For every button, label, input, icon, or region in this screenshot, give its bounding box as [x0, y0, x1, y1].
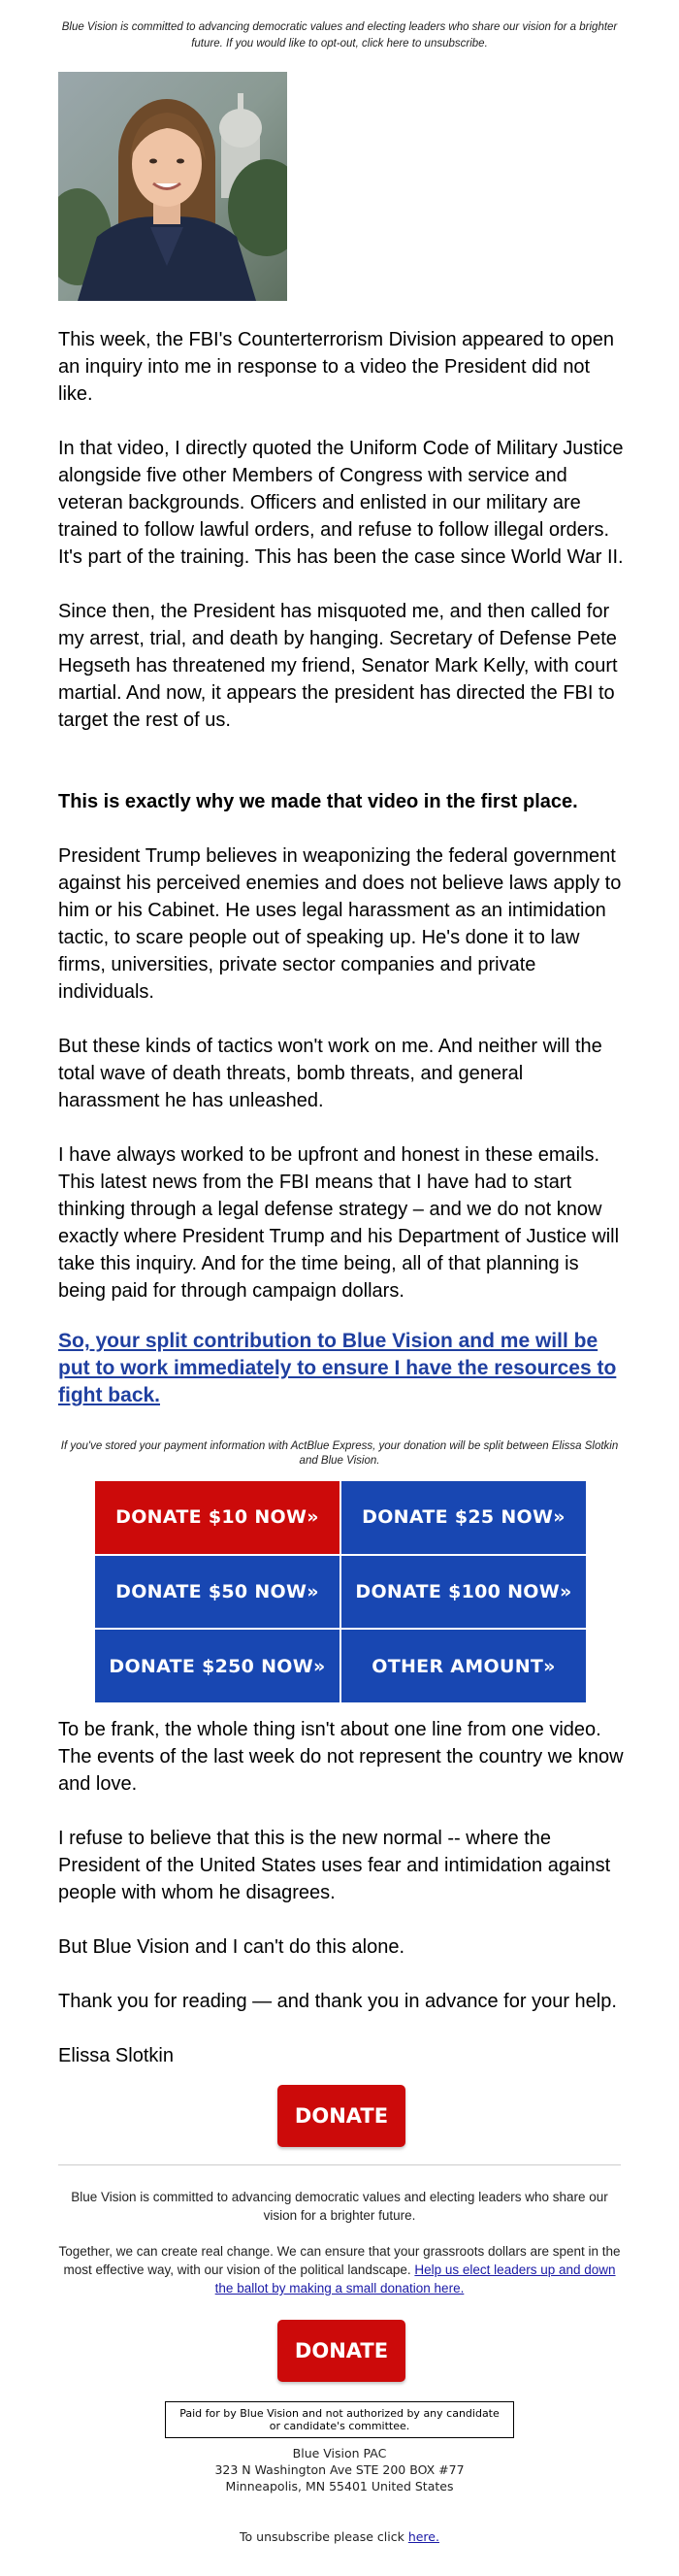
closing-paragraph-4: Thank you for reading — and thank you in advance for your help. — [58, 1991, 617, 2012]
footer-change-text — [58, 2242, 621, 2297]
paragraph-5: But these kinds of tactics won't work on me. And neither will the total wave of death threats, bomb threats, and general harassment he has unleashed. — [58, 1036, 602, 1111]
donate-button-main[interactable]: DONATE — [277, 2085, 405, 2147]
closing-paragraph-2: I refuse to believe that this is the new normal -- where the President of the United States uses fear and intimidation against people with whom he disagrees. — [58, 1828, 611, 1903]
unsubscribe-link[interactable]: here. — [407, 2529, 439, 2544]
footer-donate-link[interactable]: Help us elect leaders up and down the ballot by making a small donation here. — [214, 2262, 616, 2295]
donate-button-footer[interactable]: DONATE — [277, 2320, 405, 2382]
address-line-2: Minneapolis, MN 55401 United States — [225, 2479, 454, 2493]
footer-change-copy: Together, we can create real change. We can ensure that your grassroots dollars are spent in the most effective way, with our vision of the political landscape. — [58, 2244, 621, 2277]
unsubscribe-text: To unsubscribe please click — [240, 2529, 408, 2544]
closing-paragraph-1: To be frank, the whole thing isn't about one line from one video. The events of the last week do not represent the country we know and love. — [58, 1719, 624, 1795]
paragraph-3: Since then, the President has misquoted me, and then called for my arrest, trial, and death by hanging. Secretary of Defense Pete Hegseth has threatened my friend, Senator Mark Kelly, with court martial. And now, it appears the president has directed the FBI to target the rest of us. — [58, 601, 618, 731]
other-amount-button[interactable]: OTHER AMOUNT» — [341, 1630, 586, 1702]
mailing-address — [58, 2445, 621, 2494]
paid-for-disclaimer: Paid for by Blue Vision and not authorized by any candidate or candidate's committee. — [165, 2401, 514, 2438]
donate-10-button[interactable]: DONATE $10 NOW» — [95, 1481, 340, 1554]
paragraph-4: President Trump believes in weaponizing the federal government against his perceived enemies and does not believe laws apply to him or his Cabinet. He uses legal harassment as an intimidation tactic, to scare people out of speaking up. He's done it to law firms, universities, private sector companies and private individuals. — [58, 845, 622, 1003]
donate-button-grid — [95, 1481, 586, 1702]
paragraph-2: In that video, I directly quoted the Uniform Code of Military Justice alongside five other Members of Congress with service and veteran backgrounds. Officers and enlisted in our military are trained to follow lawful orders, and refuse to follow illegal orders. It's part of the training. This has been the case since World War II. — [58, 438, 624, 568]
signature-name: Elissa Slotkin — [58, 2045, 174, 2066]
paragraph-6: I have always worked to be upfront and honest in these emails. This latest news from the FBI means that I have had to start thinking through a legal defense strategy – and we do not know exactly where President Trump and his Department of Justice will take this inquiry. And for the time being, all of that planning is being paid for through campaign dollars. — [58, 1144, 620, 1302]
actblue-split-note: If you've stored your payment information with ActBlue Express, your donation will be split between Elissa Slotkin and Blue Vision. — [60, 1440, 619, 1467]
donate-50-button[interactable]: DONATE $50 NOW» — [95, 1556, 340, 1629]
org-name: Blue Vision PAC — [292, 2446, 387, 2460]
donate-100-button[interactable]: DONATE $100 NOW» — [341, 1556, 586, 1629]
unsubscribe-line — [58, 2529, 621, 2544]
paragraph-bold: This is exactly why we made that video in the first place. — [58, 791, 578, 812]
address-line-1: 323 N Washington Ave STE 200 BOX #77 — [214, 2462, 465, 2477]
donate-25-button[interactable]: DONATE $25 NOW» — [341, 1481, 586, 1554]
donate-250-button[interactable]: DONATE $250 NOW» — [95, 1630, 340, 1702]
footer-mission: Blue Vision is committed to advancing democratic values and electing leaders who share our vision for a brighter future. — [71, 2190, 608, 2223]
portrait-photo — [58, 72, 287, 301]
split-contribution-link[interactable]: So, your split contribution to Blue Vision and me will be put to work immediately to ensure I have the resources to fight back. — [58, 1330, 617, 1406]
footer-divider — [58, 2164, 621, 2165]
preheader-text: Blue Vision is committed to advancing democratic values and electing leaders who share our vision for a brighter future. If you would like to opt-out, click here to unsubscribe. — [61, 21, 618, 50]
paragraph-1: This week, the FBI's Counterterrorism Division appeared to open an inquiry into me in response to a video the President did not like. — [58, 329, 614, 405]
closing-paragraph-3: But Blue Vision and I can't do this alone. — [58, 1936, 405, 1958]
